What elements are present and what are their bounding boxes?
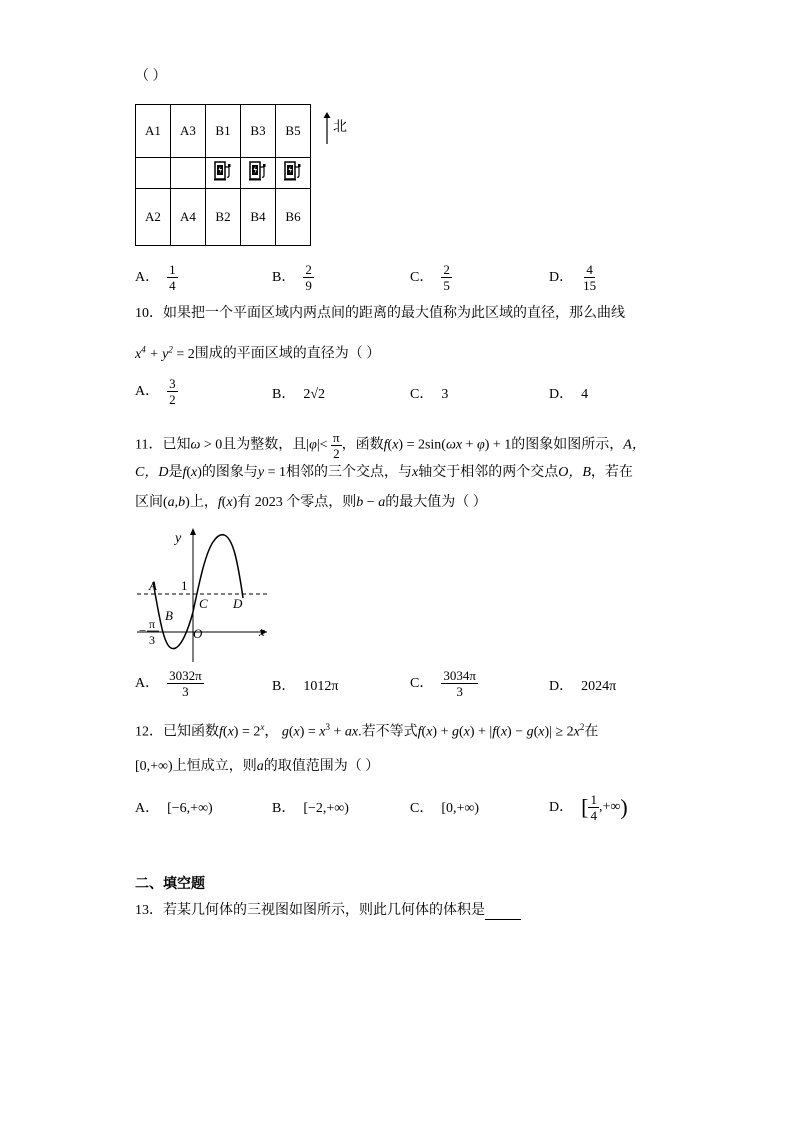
q11-text: 有 2023 个零点，则 [237, 495, 357, 510]
y-label: y [175, 531, 182, 546]
q11-text: 相邻的三个交点，与 [286, 465, 413, 480]
q12-text: .若不等式 [358, 724, 418, 740]
fraction-den: 4 [590, 808, 597, 823]
q11-text: 上， [189, 495, 218, 510]
fraction-num: 1 [590, 792, 597, 807]
option-fraction [588, 792, 599, 823]
grid-cell-charger [206, 158, 241, 189]
q12-line1: 12．已知函数$f(x) = 2^x$， $g(x) = x^3$ + ax.若不等式$f(x) + g(x) + |f(x) - g(x)| \ge 2x^2$在 [135, 722, 599, 740]
option-value: 4 [581, 387, 589, 403]
option-letter: A． [135, 675, 160, 691]
q11-graph [135, 524, 285, 666]
q11-option-a [135, 668, 204, 699]
q12-text: 的取值范围为（ ） [263, 759, 380, 774]
parking-grid [135, 104, 311, 246]
q11-text: 的最大值为（ ） [385, 495, 487, 510]
option-fraction [581, 262, 598, 293]
point-a-label: A [149, 578, 157, 593]
fraction-den: 3 [456, 684, 463, 699]
grid-cell-empty [136, 158, 171, 189]
fraction-den: 15 [583, 278, 597, 293]
q12-text: ， [264, 724, 279, 740]
q12-option-d [549, 792, 628, 823]
fraction-num: 4 [586, 262, 593, 277]
option-fraction [441, 668, 478, 699]
grid-cell: B3 [241, 105, 276, 158]
option-letter: B． [272, 679, 296, 694]
q10-equation-line [135, 340, 380, 364]
fraction-den: 5 [443, 278, 450, 293]
charging-station-icon [284, 161, 302, 181]
q10-option-a [135, 376, 178, 407]
option-letter: D． [549, 799, 574, 815]
option-value: 2024π [581, 679, 617, 695]
q11-text: O，B [558, 465, 591, 480]
point-c-label: C [199, 596, 208, 611]
option-fraction [167, 262, 178, 293]
q12-line2 [135, 758, 379, 776]
q11-text: 是 [168, 465, 183, 480]
minus-sign: − [139, 623, 147, 638]
fraction-den: 9 [305, 278, 312, 293]
option-letter: B． [272, 801, 296, 816]
q10-option-c [410, 386, 448, 404]
option-letter: C． [410, 269, 434, 285]
q11-text: 轴交于相邻的两个交点 [418, 465, 559, 480]
option-fraction [167, 668, 204, 699]
q9-option-b [272, 262, 314, 293]
math-function: f [383, 437, 388, 453]
option-letter: A． [135, 383, 160, 399]
math-interval: [0,+∞) [135, 759, 173, 774]
q11-option-d [549, 678, 616, 696]
q10-option-b [272, 386, 325, 404]
math-inline: ω [190, 437, 201, 453]
x-label: x [259, 624, 265, 639]
option-value: ,+∞ [598, 799, 621, 815]
one-label: 1 [181, 578, 188, 593]
option-fraction [167, 376, 178, 407]
q9-option-a [135, 262, 178, 293]
q13-line [135, 902, 521, 920]
fraction-den: 2 [169, 392, 176, 407]
north-label: 北 [333, 120, 347, 135]
fraction-den: 3 [182, 684, 189, 699]
grid-cell: A4 [171, 189, 206, 246]
math-fraction: $\frac{\pi}{2}$ [333, 430, 340, 461]
answer-blank[interactable] [485, 905, 521, 920]
q13-text: 13．若某几何体的三视图如图所示，则此几何体的体积是 [135, 903, 485, 918]
option-letter: A． [135, 269, 160, 285]
option-letter: D． [549, 387, 574, 402]
grid-cell: B5 [276, 105, 311, 158]
q11-line1: 11．已知ω > 0且为整数，且|φ|< $\frac{\pi}{2}$ ，函数f(x) = 2sin(ωx + φ) + 1的图象如图所示，A， [135, 430, 646, 461]
north-arrow-icon [322, 112, 332, 144]
grid-cell: B4 [241, 189, 276, 246]
q9-option-c [410, 262, 452, 293]
fraction-num: 3032π [169, 668, 202, 683]
top-paren: （ ） [135, 69, 167, 84]
math-function: f [182, 465, 187, 480]
q12-text: 在 [584, 724, 599, 740]
q11-line3: 区间(a,b)上，f(x)有 2023 个零点，则b − a的最大值为（ ） [135, 495, 487, 510]
fraction-num: 3 [169, 376, 176, 391]
neg-pi-num: π [149, 617, 156, 631]
q11-text: 的图象与 [201, 465, 258, 480]
section-heading: 二、填空题 [135, 875, 205, 891]
option-fraction [441, 262, 452, 293]
option-value: [−2,+∞) [303, 801, 349, 817]
fraction-num: 2 [305, 262, 312, 277]
point-b-label: B [165, 608, 173, 623]
q11-option-b [272, 678, 338, 696]
option-value: 3 [441, 387, 449, 403]
option-letter: B． [272, 269, 296, 285]
option-letter: D． [549, 269, 574, 285]
q11-option-c [410, 668, 478, 699]
q9-option-d [549, 262, 598, 293]
q11-text: 的图象如图所示， [511, 437, 624, 453]
origin-label: O [193, 626, 203, 641]
math-equation: $x^4 + y^2 = 2$ [135, 344, 195, 362]
fraction-den: 4 [169, 278, 176, 293]
option-value: 2√2 [303, 387, 326, 403]
left-bracket: [ [581, 794, 589, 820]
option-letter: D． [549, 679, 574, 694]
q12-variable: a [256, 759, 264, 774]
q10-text: 10．如果把一个平面区域内两点间的距离的最大值称为此区域的直径，那么曲线 [135, 306, 625, 321]
option-letter: C． [410, 675, 434, 691]
q10-text-suffix: 围成的平面区域的直径为（ ） [194, 346, 381, 362]
q11-text: ，若在 [590, 465, 633, 480]
grid-cell: B1 [206, 105, 241, 158]
grid-cell: B6 [276, 189, 311, 246]
q12-text: 12．已知函数 [135, 724, 219, 740]
grid-cell-charger [276, 158, 311, 189]
q12-option-a [135, 800, 213, 818]
q11-text: C，D [135, 465, 169, 480]
charging-station-icon [214, 161, 232, 181]
q12-option-b [272, 800, 349, 818]
q12-text: 上恒成立，则 [172, 759, 257, 774]
q11-text: ，函数 [341, 437, 384, 453]
q12-option-c [410, 800, 479, 818]
q11-text: 11．已知 [135, 437, 191, 453]
fraction-num: 3034π [443, 668, 476, 683]
fraction-num: 1 [169, 262, 176, 277]
grid-cell: A2 [136, 189, 171, 246]
y-axis-arrow-icon [190, 528, 196, 535]
q11-line2: C，D是f(x)的图象与y = 1相邻的三个交点，与x轴交于相邻的两个交点O，B，若在 [135, 465, 633, 480]
grid-cell: A1 [136, 105, 171, 158]
right-paren: ) [620, 794, 628, 820]
option-value: 1012π [303, 679, 339, 695]
charging-station-icon [249, 161, 267, 181]
grid-cell: B2 [206, 189, 241, 246]
point-d-label: D [233, 596, 243, 611]
option-value: [−6,+∞) [167, 801, 213, 817]
grid-cell: A3 [171, 105, 206, 158]
option-fraction [303, 262, 314, 293]
fraction-num: 2 [443, 262, 450, 277]
q11-text: 且为整数，且 [222, 437, 307, 453]
grid-cell-empty [171, 158, 206, 189]
q10-option-d [549, 386, 588, 404]
option-letter: C． [410, 387, 434, 402]
option-value: [0,+∞) [441, 801, 480, 817]
q11-text: 区间 [135, 495, 163, 510]
option-letter: C． [410, 801, 434, 816]
grid-cell-charger [241, 158, 276, 189]
q11-text: A， [623, 437, 646, 453]
option-letter: B． [272, 387, 296, 402]
option-letter: A． [135, 801, 160, 816]
neg-pi-den: 3 [149, 633, 155, 647]
